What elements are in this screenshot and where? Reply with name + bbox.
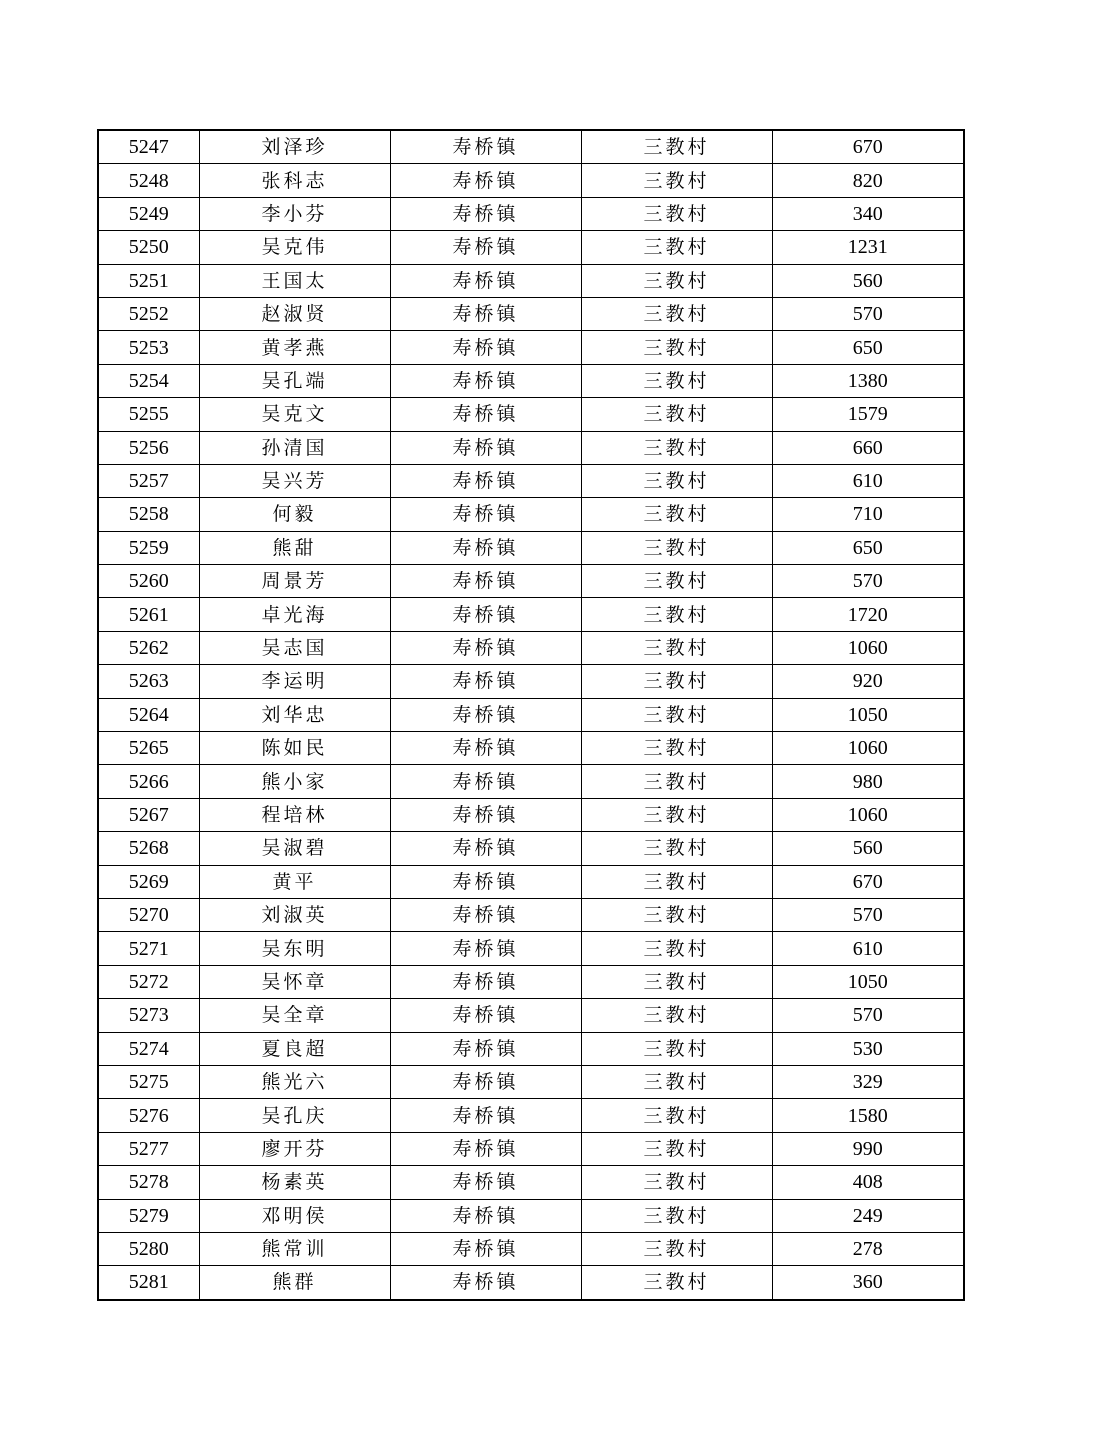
person-name-cell: 陈如民 <box>199 732 390 765</box>
village-cell: 三教村 <box>581 798 772 831</box>
amount-cell: 670 <box>772 865 964 898</box>
village-cell: 三教村 <box>581 1232 772 1265</box>
village-cell: 三教村 <box>581 665 772 698</box>
table-row <box>98 197 964 230</box>
amount-cell: 329 <box>772 1065 964 1098</box>
person-name-cell: 孙清国 <box>199 431 390 464</box>
town-cell: 寿桥镇 <box>390 1132 581 1165</box>
record-id-cell: 5251 <box>98 264 199 297</box>
town-cell: 寿桥镇 <box>390 1099 581 1132</box>
table-row <box>98 932 964 965</box>
village-cell: 三教村 <box>581 1199 772 1232</box>
person-name-cell: 杨素英 <box>199 1166 390 1199</box>
record-id-cell: 5263 <box>98 665 199 698</box>
town-cell: 寿桥镇 <box>390 1232 581 1265</box>
table-row <box>98 631 964 664</box>
village-cell: 三教村 <box>581 965 772 998</box>
person-name-cell: 吴孔庆 <box>199 1099 390 1132</box>
table-row <box>98 965 964 998</box>
town-cell: 寿桥镇 <box>390 999 581 1032</box>
amount-cell: 560 <box>772 832 964 865</box>
record-id-cell: 5270 <box>98 898 199 931</box>
person-name-cell: 刘泽珍 <box>199 130 390 164</box>
record-id-cell: 5252 <box>98 297 199 330</box>
amount-cell: 670 <box>772 130 964 164</box>
amount-cell: 278 <box>772 1232 964 1265</box>
records-table-body <box>98 130 964 1300</box>
table-row <box>98 498 964 531</box>
village-cell: 三教村 <box>581 999 772 1032</box>
record-id-cell: 5264 <box>98 698 199 731</box>
person-name-cell: 张科志 <box>199 164 390 197</box>
town-cell: 寿桥镇 <box>390 898 581 931</box>
amount-cell: 340 <box>772 197 964 230</box>
amount-cell: 660 <box>772 431 964 464</box>
village-cell: 三教村 <box>581 932 772 965</box>
village-cell: 三教村 <box>581 898 772 931</box>
amount-cell: 610 <box>772 932 964 965</box>
amount-cell: 1060 <box>772 631 964 664</box>
table-row <box>98 832 964 865</box>
town-cell: 寿桥镇 <box>390 297 581 330</box>
village-cell: 三教村 <box>581 1032 772 1065</box>
village-cell: 三教村 <box>581 331 772 364</box>
table-row <box>98 1166 964 1199</box>
village-cell: 三教村 <box>581 1266 772 1300</box>
record-id-cell: 5262 <box>98 631 199 664</box>
person-name-cell: 熊甜 <box>199 531 390 564</box>
table-row <box>98 565 964 598</box>
village-cell: 三教村 <box>581 231 772 264</box>
table-row <box>98 698 964 731</box>
record-id-cell: 5253 <box>98 331 199 364</box>
person-name-cell: 吴兴芳 <box>199 464 390 497</box>
table-row <box>98 164 964 197</box>
table-row <box>98 1099 964 1132</box>
record-id-cell: 5265 <box>98 732 199 765</box>
table-row <box>98 765 964 798</box>
record-id-cell: 5272 <box>98 965 199 998</box>
record-id-cell: 5274 <box>98 1032 199 1065</box>
amount-cell: 1050 <box>772 965 964 998</box>
person-name-cell: 吴淑碧 <box>199 832 390 865</box>
person-name-cell: 周景芳 <box>199 565 390 598</box>
record-id-cell: 5258 <box>98 498 199 531</box>
town-cell: 寿桥镇 <box>390 565 581 598</box>
record-id-cell: 5256 <box>98 431 199 464</box>
amount-cell: 1580 <box>772 1099 964 1132</box>
person-name-cell: 熊群 <box>199 1266 390 1300</box>
amount-cell: 650 <box>772 531 964 564</box>
record-id-cell: 5259 <box>98 531 199 564</box>
person-name-cell: 王国太 <box>199 264 390 297</box>
record-id-cell: 5257 <box>98 464 199 497</box>
record-id-cell: 5261 <box>98 598 199 631</box>
town-cell: 寿桥镇 <box>390 665 581 698</box>
town-cell: 寿桥镇 <box>390 732 581 765</box>
village-cell: 三教村 <box>581 264 772 297</box>
person-name-cell: 吴志国 <box>199 631 390 664</box>
amount-cell: 610 <box>772 464 964 497</box>
village-cell: 三教村 <box>581 865 772 898</box>
town-cell: 寿桥镇 <box>390 531 581 564</box>
town-cell: 寿桥镇 <box>390 765 581 798</box>
town-cell: 寿桥镇 <box>390 1166 581 1199</box>
record-id-cell: 5249 <box>98 197 199 230</box>
town-cell: 寿桥镇 <box>390 1266 581 1300</box>
person-name-cell: 吴全章 <box>199 999 390 1032</box>
amount-cell: 1231 <box>772 231 964 264</box>
amount-cell: 570 <box>772 898 964 931</box>
town-cell: 寿桥镇 <box>390 231 581 264</box>
amount-cell: 1060 <box>772 798 964 831</box>
town-cell: 寿桥镇 <box>390 631 581 664</box>
record-id-cell: 5269 <box>98 865 199 898</box>
village-cell: 三教村 <box>581 1099 772 1132</box>
record-id-cell: 5268 <box>98 832 199 865</box>
table-row <box>98 732 964 765</box>
amount-cell: 1579 <box>772 398 964 431</box>
record-id-cell: 5277 <box>98 1132 199 1165</box>
table-row <box>98 898 964 931</box>
town-cell: 寿桥镇 <box>390 965 581 998</box>
town-cell: 寿桥镇 <box>390 798 581 831</box>
person-name-cell: 吴东明 <box>199 932 390 965</box>
table-row <box>98 464 964 497</box>
person-name-cell: 赵淑贤 <box>199 297 390 330</box>
person-name-cell: 黄孝燕 <box>199 331 390 364</box>
person-name-cell: 刘华忠 <box>199 698 390 731</box>
person-name-cell: 李运明 <box>199 665 390 698</box>
town-cell: 寿桥镇 <box>390 698 581 731</box>
amount-cell: 570 <box>772 297 964 330</box>
person-name-cell: 吴怀章 <box>199 965 390 998</box>
amount-cell: 530 <box>772 1032 964 1065</box>
amount-cell: 650 <box>772 331 964 364</box>
record-id-cell: 5275 <box>98 1065 199 1098</box>
record-id-cell: 5281 <box>98 1266 199 1300</box>
amount-cell: 570 <box>772 565 964 598</box>
town-cell: 寿桥镇 <box>390 431 581 464</box>
amount-cell: 249 <box>772 1199 964 1232</box>
person-name-cell: 程培林 <box>199 798 390 831</box>
table-row <box>98 798 964 831</box>
village-cell: 三教村 <box>581 464 772 497</box>
records-table <box>97 129 965 1301</box>
record-id-cell: 5276 <box>98 1099 199 1132</box>
person-name-cell: 何毅 <box>199 498 390 531</box>
village-cell: 三教村 <box>581 197 772 230</box>
village-cell: 三教村 <box>581 531 772 564</box>
village-cell: 三教村 <box>581 130 772 164</box>
town-cell: 寿桥镇 <box>390 598 581 631</box>
table-row <box>98 130 964 164</box>
village-cell: 三教村 <box>581 364 772 397</box>
town-cell: 寿桥镇 <box>390 865 581 898</box>
village-cell: 三教村 <box>581 498 772 531</box>
record-id-cell: 5254 <box>98 364 199 397</box>
table-row <box>98 297 964 330</box>
table-row <box>98 331 964 364</box>
amount-cell: 1720 <box>772 598 964 631</box>
record-id-cell: 5267 <box>98 798 199 831</box>
person-name-cell: 李小芬 <box>199 197 390 230</box>
town-cell: 寿桥镇 <box>390 932 581 965</box>
amount-cell: 710 <box>772 498 964 531</box>
village-cell: 三教村 <box>581 598 772 631</box>
record-id-cell: 5280 <box>98 1232 199 1265</box>
village-cell: 三教村 <box>581 1065 772 1098</box>
town-cell: 寿桥镇 <box>390 264 581 297</box>
person-name-cell: 熊小家 <box>199 765 390 798</box>
amount-cell: 1050 <box>772 698 964 731</box>
amount-cell: 560 <box>772 264 964 297</box>
table-row <box>98 531 964 564</box>
table-row <box>98 1232 964 1265</box>
village-cell: 三教村 <box>581 631 772 664</box>
person-name-cell: 吴克文 <box>199 398 390 431</box>
table-row <box>98 999 964 1032</box>
table-row <box>98 364 964 397</box>
record-id-cell: 5255 <box>98 398 199 431</box>
record-id-cell: 5247 <box>98 130 199 164</box>
town-cell: 寿桥镇 <box>390 1065 581 1098</box>
table-row <box>98 264 964 297</box>
town-cell: 寿桥镇 <box>390 832 581 865</box>
record-id-cell: 5271 <box>98 932 199 965</box>
table-row <box>98 865 964 898</box>
town-cell: 寿桥镇 <box>390 498 581 531</box>
record-id-cell: 5266 <box>98 765 199 798</box>
person-name-cell: 吴孔端 <box>199 364 390 397</box>
town-cell: 寿桥镇 <box>390 398 581 431</box>
person-name-cell: 夏良超 <box>199 1032 390 1065</box>
town-cell: 寿桥镇 <box>390 164 581 197</box>
person-name-cell: 廖开芬 <box>199 1132 390 1165</box>
table-row <box>98 598 964 631</box>
village-cell: 三教村 <box>581 565 772 598</box>
village-cell: 三教村 <box>581 1166 772 1199</box>
town-cell: 寿桥镇 <box>390 130 581 164</box>
amount-cell: 408 <box>772 1166 964 1199</box>
village-cell: 三教村 <box>581 765 772 798</box>
village-cell: 三教村 <box>581 732 772 765</box>
person-name-cell: 熊光六 <box>199 1065 390 1098</box>
village-cell: 三教村 <box>581 1132 772 1165</box>
amount-cell: 570 <box>772 999 964 1032</box>
table-row <box>98 231 964 264</box>
record-id-cell: 5273 <box>98 999 199 1032</box>
amount-cell: 980 <box>772 765 964 798</box>
table-row <box>98 431 964 464</box>
town-cell: 寿桥镇 <box>390 1199 581 1232</box>
record-id-cell: 5278 <box>98 1166 199 1199</box>
table-row <box>98 1199 964 1232</box>
person-name-cell: 黄平 <box>199 865 390 898</box>
town-cell: 寿桥镇 <box>390 464 581 497</box>
town-cell: 寿桥镇 <box>390 197 581 230</box>
town-cell: 寿桥镇 <box>390 331 581 364</box>
village-cell: 三教村 <box>581 832 772 865</box>
town-cell: 寿桥镇 <box>390 364 581 397</box>
amount-cell: 920 <box>772 665 964 698</box>
village-cell: 三教村 <box>581 398 772 431</box>
record-id-cell: 5250 <box>98 231 199 264</box>
amount-cell: 990 <box>772 1132 964 1165</box>
person-name-cell: 卓光海 <box>199 598 390 631</box>
village-cell: 三教村 <box>581 164 772 197</box>
table-row <box>98 1065 964 1098</box>
village-cell: 三教村 <box>581 297 772 330</box>
village-cell: 三教村 <box>581 431 772 464</box>
table-row <box>98 1132 964 1165</box>
amount-cell: 1060 <box>772 732 964 765</box>
village-cell: 三教村 <box>581 698 772 731</box>
record-id-cell: 5248 <box>98 164 199 197</box>
person-name-cell: 熊常训 <box>199 1232 390 1265</box>
record-id-cell: 5279 <box>98 1199 199 1232</box>
person-name-cell: 刘淑英 <box>199 898 390 931</box>
amount-cell: 820 <box>772 164 964 197</box>
person-name-cell: 邓明侯 <box>199 1199 390 1232</box>
amount-cell: 1380 <box>772 364 964 397</box>
table-row <box>98 398 964 431</box>
town-cell: 寿桥镇 <box>390 1032 581 1065</box>
person-name-cell: 吴克伟 <box>199 231 390 264</box>
table-row <box>98 1266 964 1300</box>
record-id-cell: 5260 <box>98 565 199 598</box>
amount-cell: 360 <box>772 1266 964 1300</box>
table-row <box>98 665 964 698</box>
table-row <box>98 1032 964 1065</box>
